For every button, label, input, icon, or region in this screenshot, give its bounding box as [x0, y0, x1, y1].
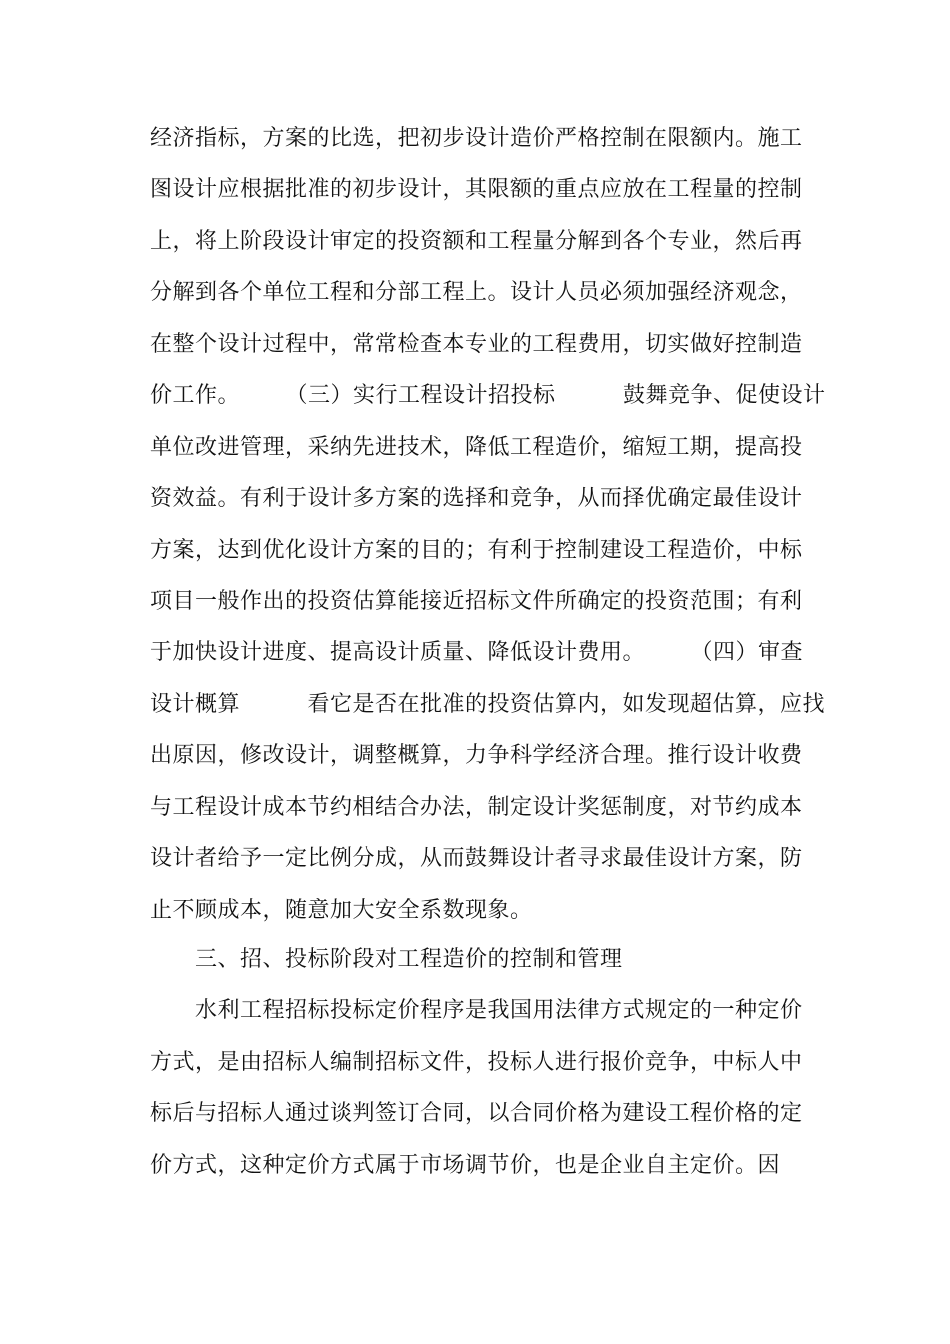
text-line: 经济指标，方案的比选，把初步设计造价严格控制在限额内。施工: [150, 126, 803, 151]
text-line: 方案，达到优化设计方案的目的；有利于控制建设工程造价，中标: [150, 538, 803, 563]
text-line: 资效益。有利于设计多方案的选择和竞争，从而择优确定最佳设计: [150, 486, 803, 511]
text-line: 出原因，修改设计，调整概算，力争科学经济合理。推行设计收费: [150, 743, 803, 768]
text-line: 价方式，这种定价方式属于市场调节价，也是企业自主定价。因: [150, 1153, 781, 1178]
text-line: 项目一般作出的投资估算能接近招标文件所确定的投资范围；有利: [150, 589, 803, 614]
text-line: 上，将上阶段设计审定的投资额和工程量分解到各个专业，然后再: [150, 229, 803, 254]
text-line: 于加快设计进度、提高设计质量、降低设计费用。 （四）审查: [150, 640, 804, 665]
text-line: 水利工程招标投标定价程序是我国用法律方式规定的一种定价: [150, 998, 803, 1023]
text-line: 标后与招标人通过谈判签订合同，以合同价格为建设工程价格的定: [150, 1101, 803, 1126]
text-line: 价工作。 （三）实行工程设计招投标 鼓舞竞争、促使设计: [150, 383, 826, 408]
text-line: 分解到各个单位工程和分部工程上。设计人员必须加强经济观念，: [150, 280, 803, 305]
text-line: 设计者给予一定比例分成，从而鼓舞设计者寻求最佳设计方案，防: [150, 846, 803, 871]
text-line: 止不顾成本，随意加大安全系数现象。: [150, 898, 533, 923]
text-line: 单位改进管理，采纳先进技术，降低工程造价，缩短工期，提高投: [150, 435, 803, 460]
text-line: 方式，是由招标人编制招标文件，投标人进行报价竞争，中标人中: [150, 1050, 803, 1075]
text-line: 在整个设计过程中，常常检查本专业的工程费用，切实做好控制造: [150, 332, 803, 357]
text-line: 设计概算 看它是否在批准的投资估算内，如发现超估算，应找: [150, 692, 826, 717]
text-line: 与工程设计成本节约相结合办法，制定设计奖惩制度，对节约成本: [150, 795, 803, 820]
text-line: 图设计应根据批准的初步设计，其限额的重点应放在工程量的控制: [150, 177, 803, 202]
section-heading: 三、招、投标阶段对工程造价的控制和管理: [150, 947, 623, 972]
